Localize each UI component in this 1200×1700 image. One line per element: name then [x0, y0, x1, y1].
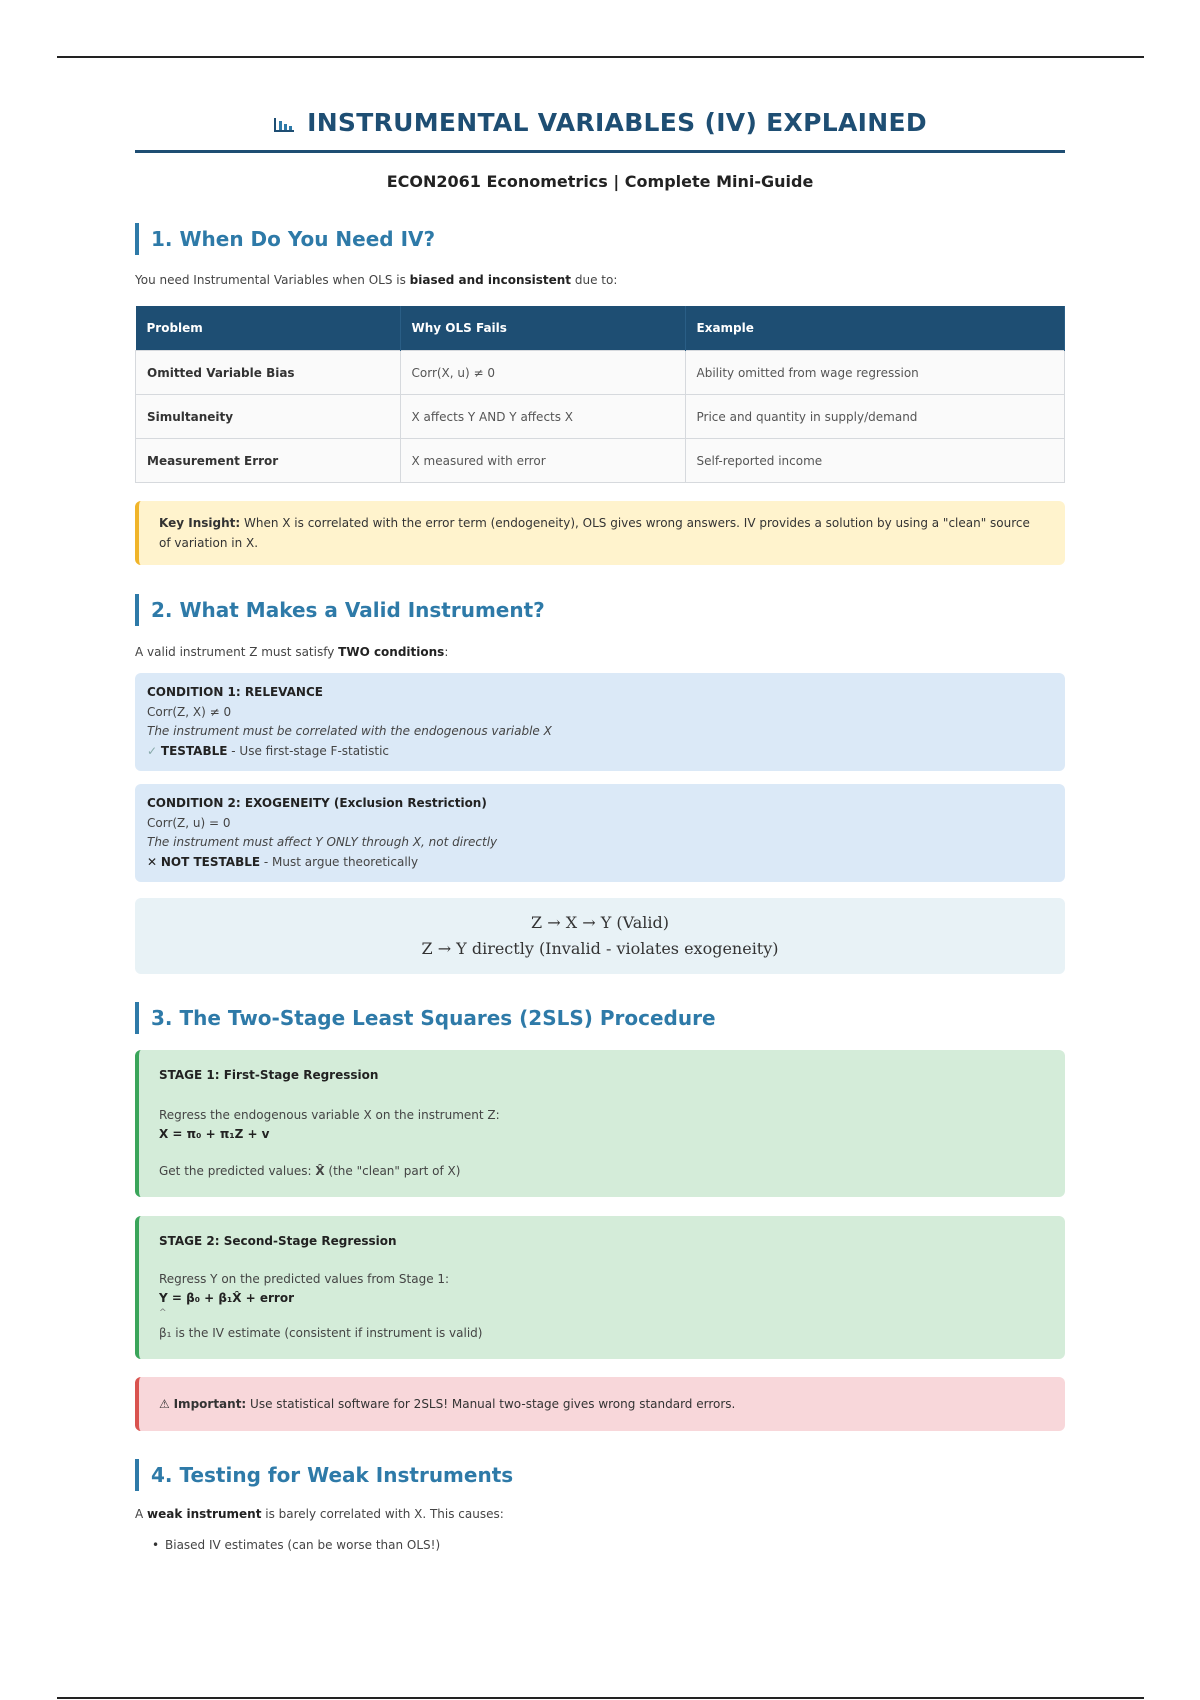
condition-heading: CONDITION 2: EXOGENEITY (Exclusion Restriction) — [147, 796, 487, 810]
stage-text: Get the predicted values: X̂ (the "clean" part of X) — [159, 1164, 461, 1178]
table-row — [136, 439, 1065, 483]
warning-icon: ⚠ — [159, 1397, 170, 1411]
condition-formula: Corr(Z, u) = 0 — [147, 815, 231, 830]
key-insight-label: Key Insight: — [159, 516, 241, 530]
stage-text: Regress Y on the predicted values from Stage 1: — [159, 1272, 450, 1286]
table-cell: Corr(X, u) ≠ 0 — [400, 351, 685, 395]
page-title-text: INSTRUMENTAL VARIABLES (IV) EXPLAINED — [307, 108, 927, 137]
condition-relevance-box — [135, 673, 1065, 771]
hat-mark: ^ — [159, 1308, 167, 1318]
condition-formula: Corr(Z, X) ≠ 0 — [147, 704, 232, 719]
table-cell: Measurement Error — [136, 439, 401, 483]
condition-description: The instrument must be correlated with the endogenous variable X — [147, 724, 552, 738]
condition-test: ✓ TESTABLE - Use first-stage F-statistic — [147, 743, 390, 758]
document — [135, 96, 1065, 1552]
bar-chart-icon — [273, 98, 295, 152]
condition-exogeneity-box — [135, 784, 1065, 882]
table-cell: X measured with error — [400, 439, 685, 483]
section4-heading: 4. Testing for Weak Instruments — [135, 1459, 1065, 1491]
section1-heading: 1. When Do You Need IV? — [135, 223, 1065, 255]
page-title — [135, 96, 1065, 153]
stage1-box — [135, 1050, 1065, 1197]
key-insight-text: When X is correlated with the error term (endogeneity), OLS gives wrong answers. IV provides a solution by using a "clean" source of variation in X. — [159, 516, 1030, 550]
stage-heading: STAGE 2: Second-Stage Regression — [159, 1234, 397, 1248]
weak-instrument-list — [135, 1538, 1065, 1552]
condition-heading: CONDITION 1: RELEVANCE — [147, 685, 323, 699]
table-cell: Self-reported income — [685, 439, 1065, 483]
table-cell: Simultaneity — [136, 395, 401, 439]
table-cell: Ability omitted from wage regression — [685, 351, 1065, 395]
table-header: Problem — [136, 306, 401, 351]
table-header-row — [136, 306, 1065, 351]
cross-icon: ✕ — [147, 854, 158, 869]
table-cell: X affects Y AND Y affects X — [400, 395, 685, 439]
condition-description: The instrument must affect Y ONLY through X, not directly — [147, 835, 498, 849]
stage-equation: Y = β₀ + β₁X̂ + error — [159, 1291, 294, 1305]
top-rule — [57, 56, 1144, 58]
list-item: • Biased IV estimates (can be worse than OLS!) — [165, 1538, 1065, 1552]
section2-heading: 2. What Makes a Valid Instrument? — [135, 594, 1065, 626]
stage2-box — [135, 1216, 1065, 1359]
condition-test: ✕ NOT TESTABLE - Must argue theoretically — [147, 854, 419, 869]
table-row — [136, 395, 1065, 439]
section3-heading: 3. The Two-Stage Least Squares (2SLS) Procedure — [135, 1002, 1065, 1034]
causal-diagram — [135, 898, 1065, 974]
bottom-rule — [57, 1697, 1144, 1699]
problems-table — [135, 306, 1065, 483]
stage-text: β₁ is the IV estimate (consistent if instrument is valid) — [159, 1326, 483, 1340]
table-cell: Omitted Variable Bias — [136, 351, 401, 395]
stage-heading: STAGE 1: First-Stage Regression — [159, 1068, 379, 1082]
stage-text: Regress the endogenous variable X on the instrument Z: — [159, 1108, 500, 1122]
table-cell: Price and quantity in supply/demand — [685, 395, 1065, 439]
section2-intro: A valid instrument Z must satisfy TWO conditions: — [135, 645, 449, 659]
important-warning-callout: ⚠ Important: Use statistical software for 2SLS! Manual two-stage gives wrong standard errors. — [135, 1377, 1065, 1431]
page-subtitle: ECON2061 Econometrics | Complete Mini-Guide — [386, 172, 814, 191]
table-header: Why OLS Fails — [400, 306, 685, 351]
stage-equation: X = π₀ + π₁Z + v — [159, 1127, 270, 1141]
check-icon: ✓ — [147, 743, 158, 758]
key-insight-callout — [135, 501, 1065, 565]
diagram-invalid-path: Z → Y directly (Invalid - violates exogeneity) — [421, 939, 779, 958]
section1-intro: You need Instrumental Variables when OLS is biased and inconsistent due to: — [135, 273, 618, 287]
section4-intro: A weak instrument is barely correlated with X. This causes: — [135, 1507, 504, 1521]
table-row — [136, 351, 1065, 395]
table-header: Example — [685, 306, 1065, 351]
diagram-valid-path: Z → X → Y (Valid) — [531, 913, 669, 932]
